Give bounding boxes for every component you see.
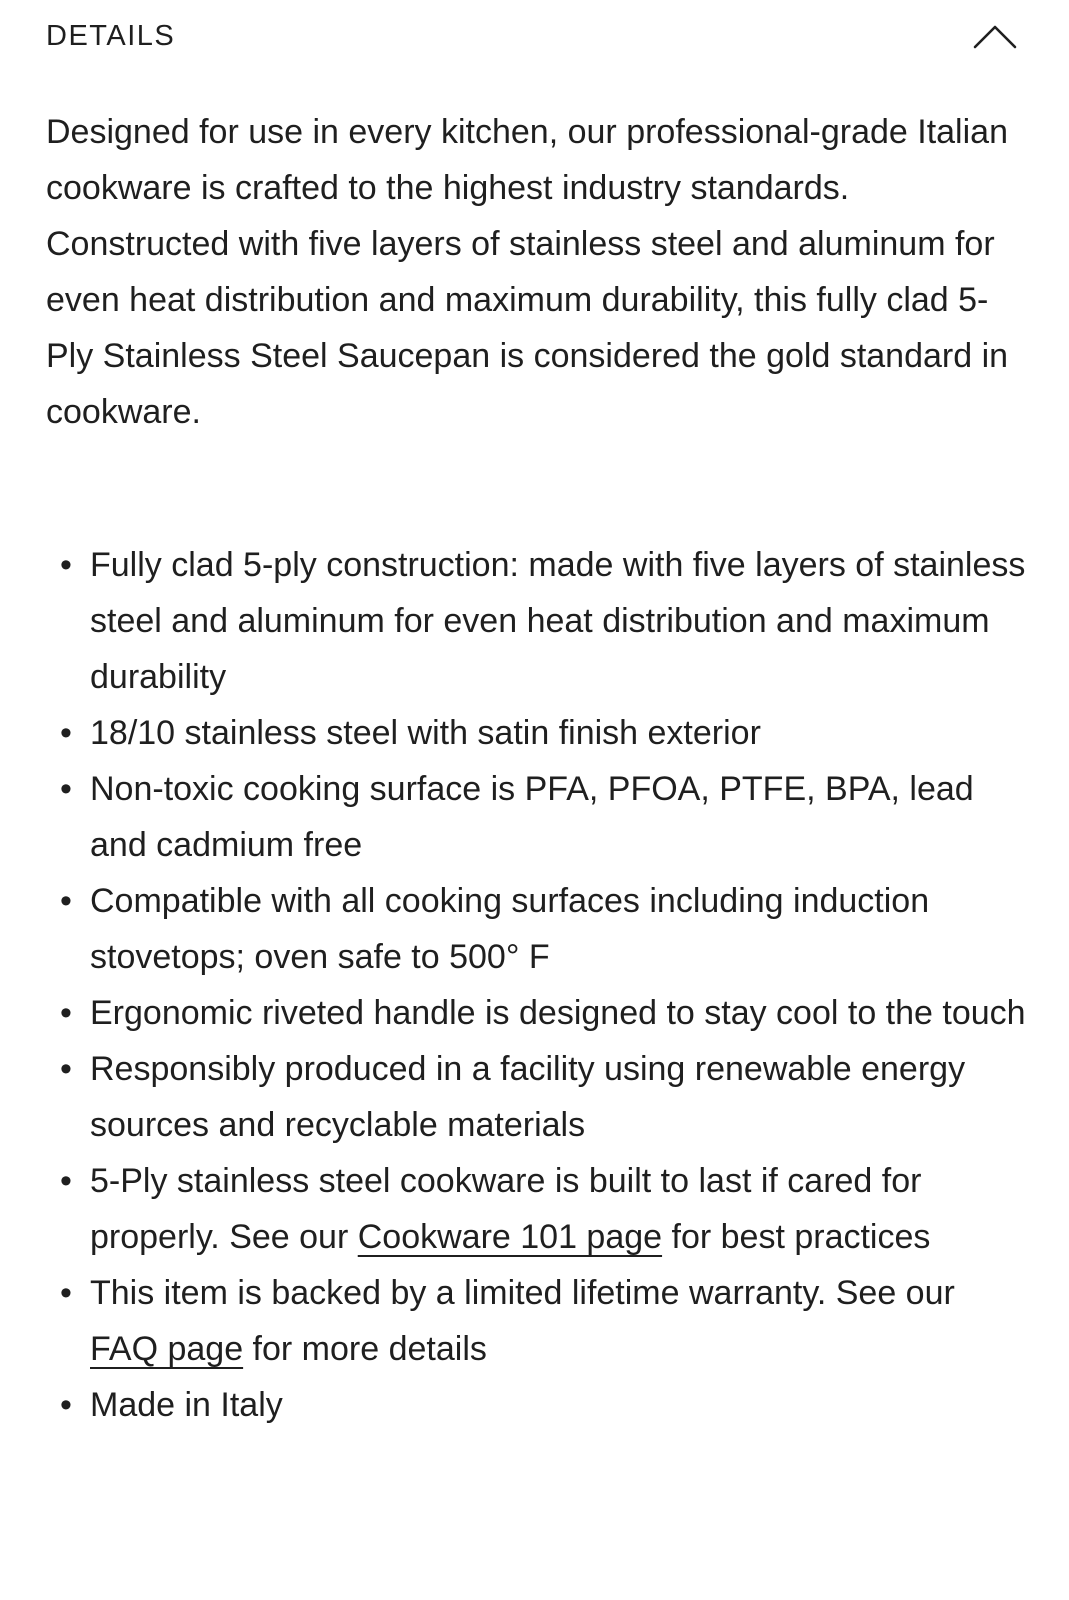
product-description: Designed for use in every kitchen, our professional-grade Italian cookware is crafted to the highest industry standards. Constructed with five layers of stainless steel and aluminum for even heat distribution and maximum durability, this fully clad 5-Ply Stainless Steel Saucepan is considered the gold standard in cookware. bbox=[46, 113, 1009, 431]
list-item bbox=[46, 985, 1031, 1041]
details-title: DETAILS bbox=[46, 19, 176, 52]
bullet: • bbox=[60, 882, 72, 920]
bullet: • bbox=[60, 714, 72, 752]
feature-text-after-link: for more details bbox=[243, 1330, 487, 1368]
cookware-101-link[interactable]: Cookware 101 page bbox=[357, 1218, 663, 1256]
bullet: • bbox=[60, 1162, 72, 1200]
feature-text: Made in Italy bbox=[90, 1386, 283, 1424]
feature-text: Compatible with all cooking surfaces including induction stovetops; oven safe to 500° F bbox=[90, 882, 930, 976]
list-item bbox=[46, 1041, 1031, 1153]
bullet: • bbox=[60, 994, 72, 1032]
list-item bbox=[46, 1265, 1031, 1377]
bullet: • bbox=[60, 1050, 72, 1088]
details-accordion-header[interactable] bbox=[46, 10, 1018, 62]
feature-list bbox=[46, 537, 1031, 1433]
list-item bbox=[46, 705, 1031, 761]
feature-text: Non-toxic cooking surface is PFA, PFOA, PTFE, BPA, lead and cadmium free bbox=[90, 770, 974, 864]
bullet: • bbox=[60, 770, 72, 808]
feature-text-before-link: 5-Ply stainless steel cookware is built to last if cared for properly. See our bbox=[90, 1162, 922, 1256]
list-item bbox=[46, 873, 1031, 985]
bullet: • bbox=[60, 1274, 72, 1312]
list-item bbox=[46, 1153, 1031, 1265]
chevron-up-icon[interactable] bbox=[972, 21, 1018, 51]
list-item bbox=[46, 761, 1031, 873]
faq-page-link[interactable]: FAQ page bbox=[90, 1330, 244, 1368]
list-item bbox=[46, 1377, 1031, 1433]
feature-text: Responsibly produced in a facility using renewable energy sources and recyclable materials bbox=[90, 1050, 966, 1144]
feature-text-before-link: This item is backed by a limited lifetime warranty. See our bbox=[90, 1274, 955, 1312]
feature-text: Ergonomic riveted handle is designed to stay cool to the touch bbox=[90, 994, 1026, 1032]
list-item bbox=[46, 537, 1031, 705]
bullet: • bbox=[60, 1386, 72, 1424]
feature-text: 18/10 stainless steel with satin finish exterior bbox=[90, 714, 761, 752]
bullet: • bbox=[60, 546, 72, 584]
feature-text: Fully clad 5-ply construction: made with five layers of stainless steel and aluminum for even heat distribution and maximum durability bbox=[90, 546, 1026, 696]
feature-text-after-link: for best practices bbox=[662, 1218, 931, 1256]
